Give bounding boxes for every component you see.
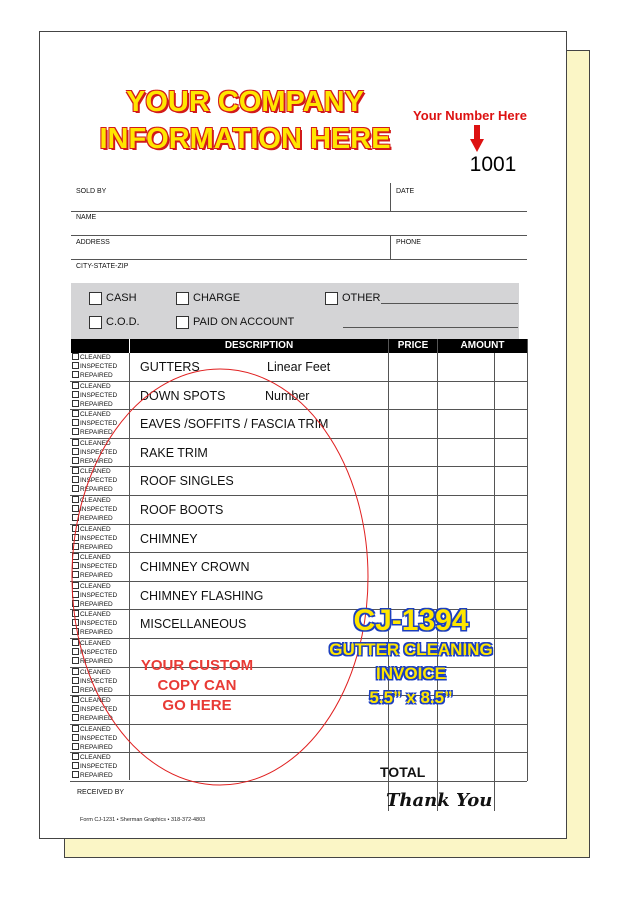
option-label: INSPECTED (80, 706, 118, 714)
custom-copy-line: GO HERE (162, 697, 232, 714)
option-label: INSPECTED (80, 420, 118, 428)
option-label: INSPECTED (80, 448, 118, 456)
option-label: CLEANED (80, 497, 111, 504)
option-label: REPAIRED (80, 457, 113, 465)
option-label: REPAIRED (80, 600, 113, 608)
sold-by-label: SOLD BY (76, 188, 107, 195)
option-label: INSPECTED (80, 477, 118, 485)
amount-header: AMOUNT (438, 339, 527, 353)
total-label: TOTAL (380, 764, 426, 780)
description-header: DESCRIPTION (130, 339, 388, 353)
option-label: REPAIRED (80, 486, 113, 494)
date-label: DATE (396, 188, 415, 195)
option-label: INSPECTED (80, 363, 118, 370)
line-item-description: MISCELLANEOUS (140, 617, 247, 632)
invoice-number: 1001 (469, 153, 517, 176)
product-size: 5.5” x 8.5” (369, 688, 453, 707)
option-label: CLEANED (80, 439, 111, 447)
line-item-description: CHIMNEY FLASHING (140, 588, 264, 603)
option-label: REPAIRED (80, 400, 113, 408)
option-label: REPAIRED (80, 372, 113, 379)
line-item-description: ROOF SINGLES (140, 474, 234, 489)
option-label: CLEANED (80, 382, 111, 390)
paid-on-account-label: PAID ON ACCOUNT (193, 316, 295, 328)
option-label: INSPECTED (80, 763, 118, 771)
option-label: REPAIRED (80, 658, 113, 665)
option-label: CLEANED (80, 611, 111, 619)
option-label: CLEANED (80, 640, 111, 647)
line-item-description: RAKE TRIM (140, 445, 208, 460)
line-item-description: ROOF BOOTS (140, 503, 224, 517)
product-badge (302, 604, 520, 710)
option-label: CLEANED (80, 668, 111, 676)
custom-copy-line: COPY CAN (157, 677, 237, 694)
form-footer: Form CJ-1231 • Sherman Graphics • 318-372-4803 (80, 817, 206, 823)
option-label: INSPECTED (80, 591, 118, 599)
option-label: INSPECTED (80, 620, 118, 628)
address-label: ADDRESS (76, 239, 110, 246)
line-item-description: CHIMNEY CROWN (140, 560, 250, 575)
option-label: REPAIRED (80, 543, 113, 551)
city-state-zip-label: CITY-STATE-ZIP (76, 263, 129, 270)
charge-label: CHARGE (193, 292, 241, 304)
name-label: NAME (76, 214, 97, 221)
custom-copy-placeholder (133, 656, 261, 716)
option-label: INSPECTED (80, 506, 118, 513)
line-item-description: EAVES /SOFFITS / FASCIA TRIM (140, 417, 329, 432)
option-label: REPAIRED (80, 686, 113, 694)
option-label: REPAIRED (80, 515, 113, 522)
option-label: CLEANED (80, 525, 111, 533)
option-label: INSPECTED (80, 649, 118, 656)
option-label: CLEANED (80, 468, 111, 476)
cod-label: C.O.D. (106, 316, 140, 328)
option-label: CLEANED (80, 411, 111, 419)
option-label: REPAIRED (80, 629, 113, 637)
option-label: REPAIRED (80, 743, 113, 751)
option-label: INSPECTED (80, 677, 118, 685)
cash-label: CASH (106, 292, 137, 304)
option-label: REPAIRED (80, 715, 113, 723)
price-header: PRICE (389, 339, 437, 353)
number-label: Your Number Here (413, 108, 527, 123)
option-label: CLEANED (80, 582, 111, 590)
line-item-description: CHIMNEY (140, 531, 198, 546)
line-item-description: DOWN SPOTS (140, 388, 226, 403)
phone-label: PHONE (396, 239, 421, 246)
product-type: INVOICE (376, 664, 446, 683)
option-label: INSPECTED (80, 391, 118, 399)
option-label: CLEANED (80, 354, 111, 361)
invoice-form (39, 31, 567, 839)
option-label: INSPECTED (80, 734, 118, 742)
company-line-2: INFORMATION HERE (99, 123, 391, 155)
custom-copy-line: YOUR CUSTOM (140, 657, 254, 674)
option-label: REPAIRED (80, 572, 113, 580)
option-label: CLEANED (80, 725, 111, 733)
option-label: CLEANED (80, 754, 111, 762)
other-label: OTHER (342, 292, 381, 304)
received-by-label: RECEIVED BY (77, 789, 125, 796)
thank-you-text: Thank You (386, 790, 493, 811)
line-item-unit: Number (265, 388, 310, 403)
option-label: REPAIRED (80, 429, 113, 437)
option-label: INSPECTED (80, 534, 118, 542)
company-line-1: YOUR COMPANY (126, 86, 364, 118)
line-item-unit: Linear Feet (267, 360, 331, 374)
option-label: INSPECTED (80, 563, 118, 571)
custom-area-ellipse (40, 32, 566, 838)
product-code: CJ-1394 (353, 604, 469, 637)
line-item-description: GUTTERS (140, 360, 200, 374)
option-label: CLEANED (80, 697, 111, 705)
option-label: REPAIRED (80, 772, 113, 780)
product-name: GUTTER CLEANING (329, 640, 493, 659)
option-label: CLEANED (80, 554, 111, 562)
